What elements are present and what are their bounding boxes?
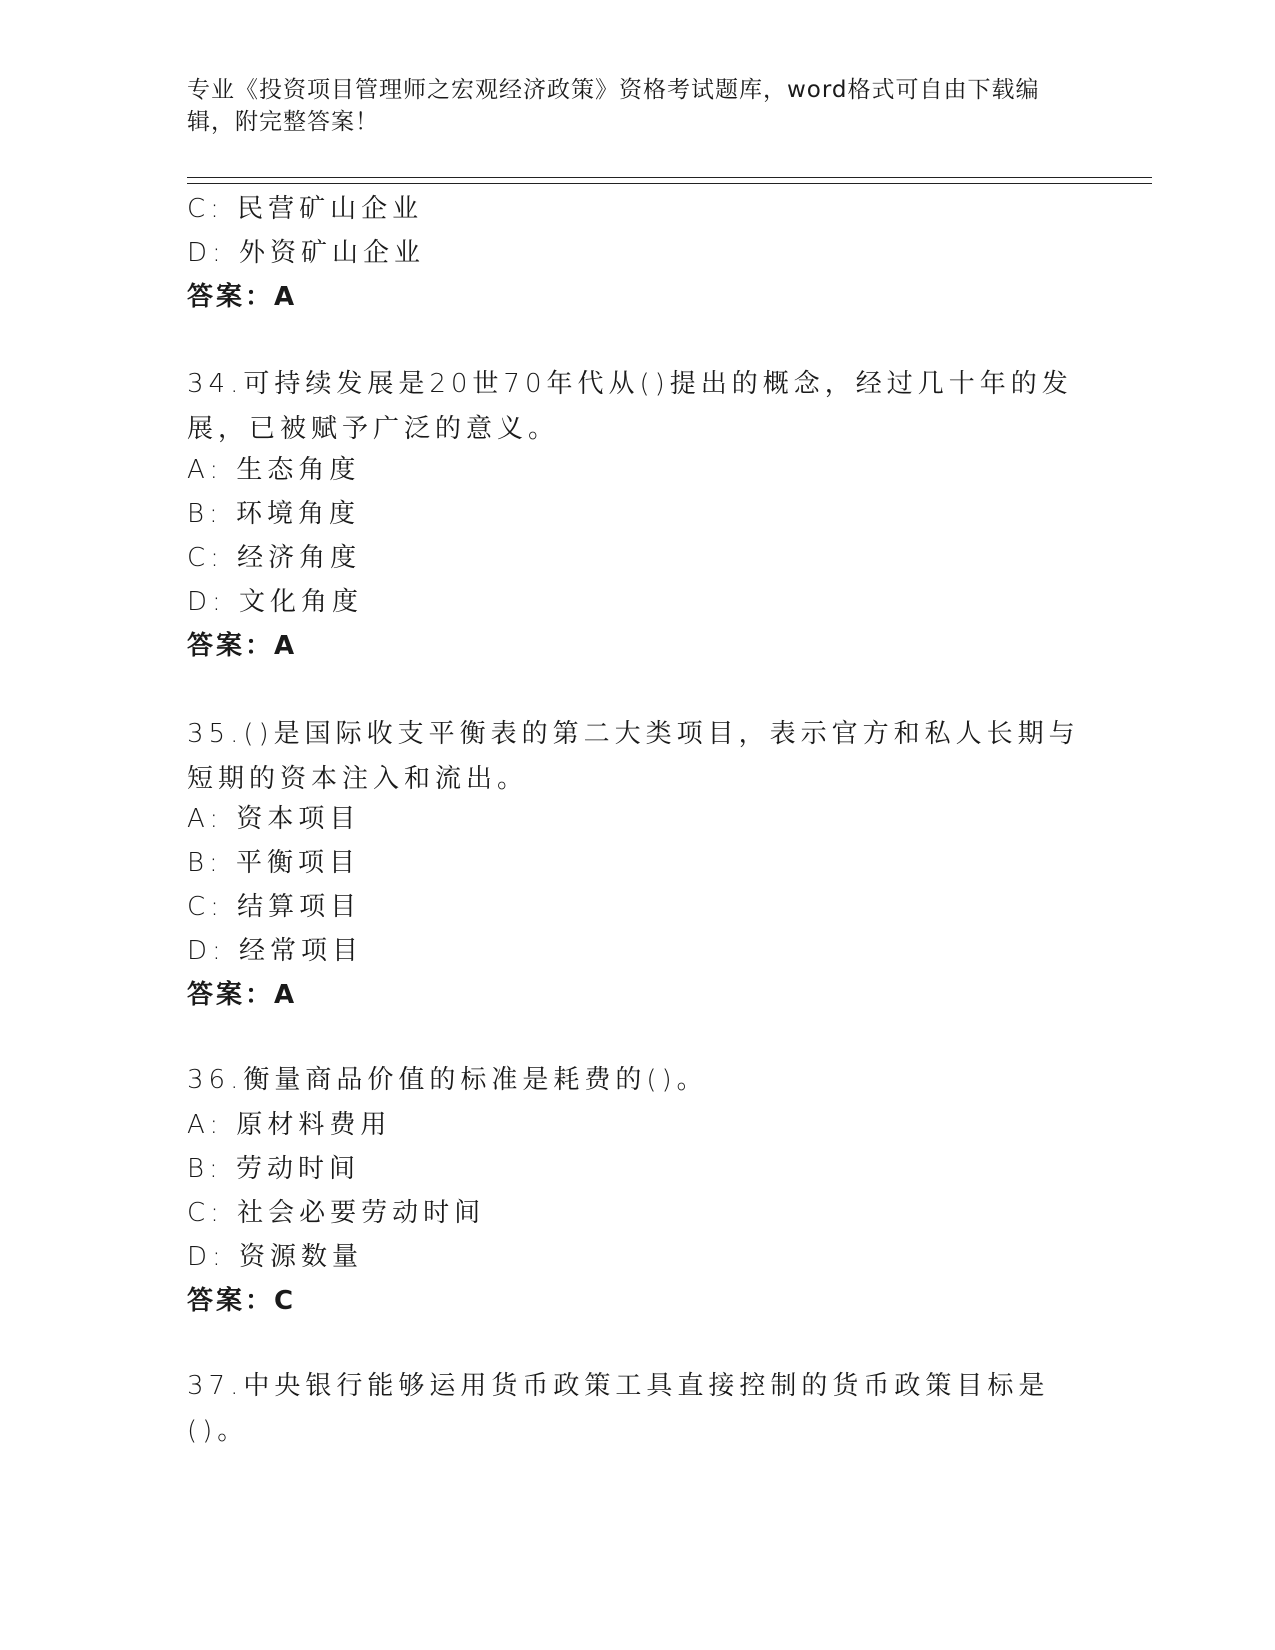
option-c: C: 结算项目 xyxy=(187,892,362,922)
option-b: B: 环境角度 xyxy=(187,499,361,529)
question-text: 35.()是国际收支平衡表的第二大类项目，表示官方和私人长期与短期的资本注入和流出。 xyxy=(187,719,1080,794)
option-d: D: 外资矿山企业 xyxy=(187,238,426,268)
option-b: B: 平衡项目 xyxy=(187,848,361,878)
header-divider-bottom xyxy=(187,183,1152,184)
question-text: 37.中央银行能够运用货币政策工具直接控制的货币政策目标是()。 xyxy=(187,1371,1050,1446)
option-c: C: 社会必要劳动时间 xyxy=(187,1198,486,1228)
option-d: D: 资源数量 xyxy=(187,1242,364,1272)
option-c: C: 民营矿山企业 xyxy=(187,194,424,224)
answer: 答案：C xyxy=(187,1286,297,1316)
question-text: 36.衡量商品价值的标准是耗费的()。 xyxy=(187,1065,708,1095)
document-header: 专业《投资项目管理师之宏观经济政策》资格考试题库，word格式可自由下载编辑，附完整答案！ xyxy=(187,77,1040,135)
option-a: A: 原材料费用 xyxy=(187,1110,392,1140)
header-divider-top xyxy=(187,177,1152,178)
option-d: D: 经常项目 xyxy=(187,936,364,966)
option-b: B: 劳动时间 xyxy=(187,1154,361,1184)
answer: 答案：A xyxy=(187,980,298,1010)
option-a: A: 生态角度 xyxy=(187,455,361,485)
answer: 答案：A xyxy=(187,282,298,312)
option-d: D: 文化角度 xyxy=(187,587,364,617)
option-c: C: 经济角度 xyxy=(187,543,362,573)
answer: 答案：A xyxy=(187,631,298,661)
question-text: 34.可持续发展是20世70年代从()提出的概念，经过几十年的发展，已被赋予广泛的意义。 xyxy=(187,369,1073,444)
option-a: A: 资本项目 xyxy=(187,804,361,834)
